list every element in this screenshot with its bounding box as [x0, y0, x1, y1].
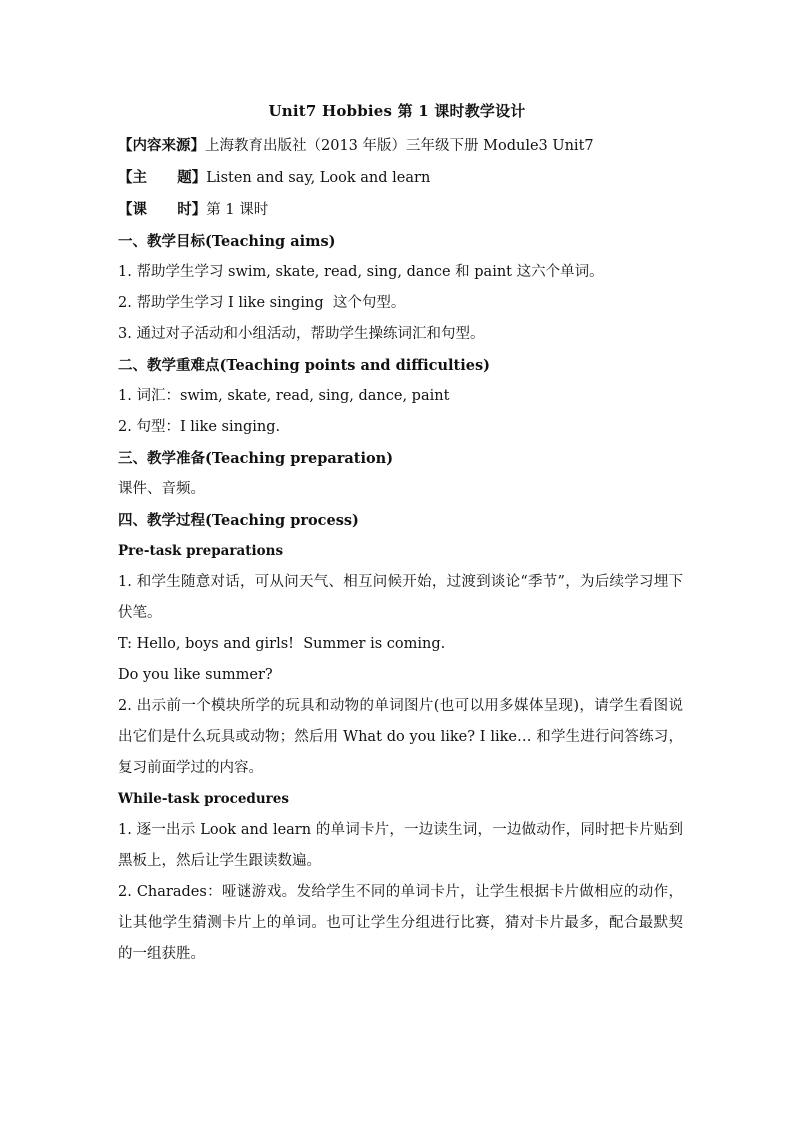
pre-task-paragraph: 1. 和学生随意对话，可从问天气、相互问候开始，过渡到谈论“季节”，为后续学习埋下伏笔。	[118, 574, 683, 621]
pre-task-paragraph: 2. 出示前一个模块所学的玩具和动物的单词图片(也可以用多媒体呈现)，请学生看图说出它们是什么玩具或动物；然后用 What do you like? I like… 和学生进行问答练习，复习前面学过的内容。	[118, 698, 683, 776]
aims-item: 2. 帮助学生学习 I like singing 这个句型。	[118, 295, 406, 311]
document-title: Unit7 Hobbies 第 1 课时教学设计	[268, 102, 526, 120]
meta-value: Listen and say, Look and learn	[206, 170, 431, 186]
section-heading-points: 二、教学重难点(Teaching points and difficulties)	[118, 357, 491, 374]
while-task-paragraph: 2. Charades：哑谜游戏。发给学生不同的单词卡片，让学生根据卡片做相应的动作，让其他学生猜测卡片上的单词。也可让学生分组进行比赛，猜对卡片最多，配合最默契的一组获胜。	[118, 884, 683, 962]
points-item: 1. 词汇：swim, skate, read, sing, dance, paint	[118, 388, 450, 404]
aims-item: 3. 通过对子活动和小组活动，帮助学生操练词汇和句型。	[118, 326, 485, 342]
subheading-while-task: While-task procedures	[118, 791, 289, 807]
subheading-pre-task: Pre-task preparations	[118, 543, 284, 559]
while-task-paragraph: 1. 逐一出示 Look and learn 的单词卡片，一边读生词，一边做动作，同时把卡片贴到黑板上，然后让学生跟读数遍。	[118, 822, 683, 869]
meta-value: 第 1 课时	[206, 202, 269, 218]
meta-key: 【内容来源】	[118, 137, 205, 154]
section-heading-preparation: 三、教学准备(Teaching preparation)	[118, 450, 394, 467]
aims-item: 1. 帮助学生学习 swim, skate, read, sing, dance 和 paint 这六个单词。	[118, 264, 604, 280]
meta-value: 上海教育出版社（2013 年版）三年级下册 Module3 Unit7	[205, 138, 594, 154]
dialog-line: Do you like summer?	[118, 667, 273, 683]
points-item: 2. 句型：I like singing.	[118, 419, 281, 435]
meta-key: 【课 时】	[118, 201, 207, 218]
section-heading-process: 四、教学过程(Teaching process)	[118, 512, 359, 529]
meta-key: 【主 题】	[118, 169, 207, 186]
dialog-line: T: Hello, boys and girls! Summer is coming.	[118, 636, 446, 652]
meta-source	[118, 130, 683, 162]
preparation-text: 课件、音频。	[118, 481, 205, 497]
meta-topic	[118, 162, 683, 194]
meta-lesson	[118, 194, 683, 226]
document-body	[118, 130, 683, 970]
section-heading-aims: 一、教学目标(Teaching aims)	[118, 233, 336, 250]
